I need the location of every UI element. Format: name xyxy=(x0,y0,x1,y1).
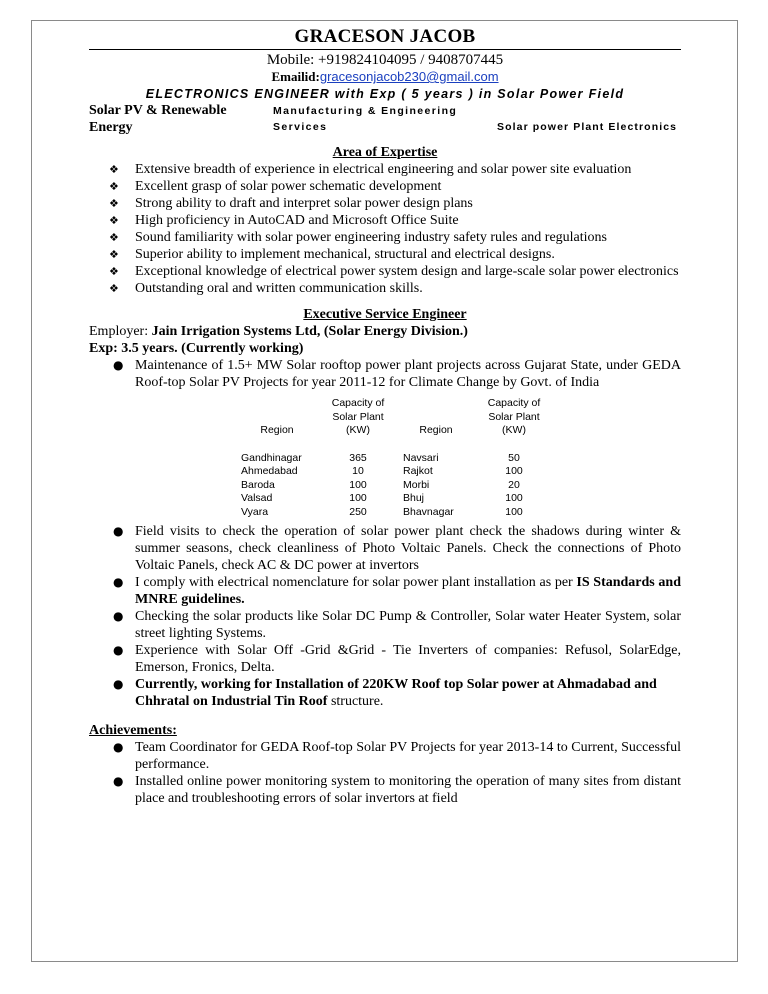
achievements-list xyxy=(89,739,681,807)
table-cell: 100 xyxy=(349,478,367,491)
table-row xyxy=(237,492,555,506)
table-cell: 100 xyxy=(349,492,367,504)
diamond-bullet-icon: ❖ xyxy=(109,197,119,210)
skill-manufacturing: Manufacturing & Engineering Services xyxy=(273,105,458,133)
list-item: ● Field visits to check the operation of solar power plant check the shadows during winter & summer seasons, check cleanliness of Photo Voltaic Panels. Check the connections of Photo Voltaic Panels, check AC & DC power at invertors xyxy=(113,524,681,573)
table-cell: 250 xyxy=(349,505,367,518)
list-item: ❖ Extensive breadth of experience in electrical engineering and solar power site evaluation xyxy=(109,162,632,177)
list-item: ● Currently, working for Installation of 220KW Roof top Solar power at Ahmadabad and Chhratal on Industrial Tin Roof structure. xyxy=(113,677,657,709)
employer-name: Jain Irrigation Systems Ltd, (Solar Energy Division.) xyxy=(151,324,468,339)
table-cell: 20 xyxy=(508,478,520,491)
expertise-title: Area of Expertise xyxy=(332,145,438,160)
bullet-icon: ● xyxy=(113,609,124,623)
diamond-bullet-icon: ❖ xyxy=(109,214,119,227)
table-cell: 100 xyxy=(505,505,523,518)
employer-line xyxy=(89,323,681,340)
resume-content xyxy=(89,26,681,807)
list-item: ❖ Exceptional knowledge of electrical power system design and large-scale solar power electronics xyxy=(109,264,679,279)
list-item: ● Team Coordinator for GEDA Roof-top Solar PV Projects for year 2013-14 to Current, Successful performance. xyxy=(113,740,681,772)
table-spacer xyxy=(237,438,555,452)
bullet-icon: ● xyxy=(113,575,124,589)
table-cell: 100 xyxy=(505,465,523,477)
list-item: ● I comply with electrical nomenclature for solar power plant installation as per IS Standards and MNRE guidelines. xyxy=(113,575,681,607)
list-item: ❖ Excellent grasp of solar power schematic development xyxy=(109,179,442,194)
table-row xyxy=(237,479,555,493)
table-cell: 365 xyxy=(349,451,367,464)
experience-list xyxy=(89,357,681,391)
table-cell: Gandhinagar xyxy=(241,451,302,464)
table-header-cell: Capacity of Solar Plant (KW) xyxy=(487,397,541,436)
bullet-icon: ● xyxy=(113,643,124,657)
table-row xyxy=(237,465,555,479)
table-cell: Vyara xyxy=(241,505,269,518)
table-cell: Navsari xyxy=(403,451,439,464)
skill-solar-pv: Solar PV & Renewable Energy xyxy=(89,103,227,135)
table-header-cell: Region xyxy=(419,424,453,436)
list-item: ● Maintenance of 1.5+ MW Solar rooftop power plant projects across Gujarat State, under GEDA Roof-top Solar PV Projects for year 2011-12 for Climate Change by Govt. of India xyxy=(113,358,681,390)
table-cell: Ahmedabad xyxy=(241,465,298,477)
diamond-bullet-icon: ❖ xyxy=(109,248,119,261)
email-link[interactable]: gracesonjacob230@gmail.com xyxy=(319,69,499,84)
bullet-icon: ● xyxy=(113,358,124,372)
bullet-icon: ● xyxy=(113,774,124,788)
list-item: ❖ Outstanding oral and written communication skills. xyxy=(109,281,423,296)
list-item: ❖ High proficiency in AutoCAD and Microsoft Office Suite xyxy=(109,213,459,228)
headline: ELECTRONICS ENGINEER with Exp ( 5 years ) in Solar Power Field xyxy=(145,87,625,101)
email-line xyxy=(89,69,681,85)
table-row xyxy=(237,452,555,466)
employer-label: Employer: xyxy=(89,324,152,339)
experience-duration: Exp: 3.5 years. (Currently working) xyxy=(89,341,304,356)
mobile-number: Mobile: +919824104095 / 9408707445 xyxy=(266,52,504,68)
skill-electronics: Solar power Plant Electronics xyxy=(497,121,678,133)
experience-list-continued xyxy=(89,523,681,710)
table-cell: 10 xyxy=(352,465,364,477)
list-item: ❖ Superior ability to implement mechanical, structural and electrical designs. xyxy=(109,247,555,262)
table-cell: Morbi xyxy=(403,478,430,491)
experience-title: Executive Service Engineer xyxy=(303,307,467,322)
diamond-bullet-icon: ❖ xyxy=(109,265,119,278)
bullet-icon: ● xyxy=(113,524,124,538)
list-item: ❖ Strong ability to draft and interpret solar power design plans xyxy=(109,196,473,211)
list-item: ● Checking the solar products like Solar DC Pump & Controller, Solar water Heater System, solar street lighting Systems. xyxy=(113,609,681,641)
expertise-list xyxy=(89,161,681,297)
table-cell: 100 xyxy=(505,492,523,504)
table-header-cell: Region xyxy=(260,424,294,436)
table-cell: Valsad xyxy=(241,492,273,504)
bullet-icon: ● xyxy=(113,677,124,691)
diamond-bullet-icon: ❖ xyxy=(109,180,119,193)
table-row xyxy=(237,506,555,520)
diamond-bullet-icon: ❖ xyxy=(109,231,119,244)
table-cell: Bhavnagar xyxy=(403,505,454,518)
header-rule xyxy=(89,49,681,50)
list-item: ❖ Sound familiarity with solar power engineering industry safety rules and regulations xyxy=(109,230,608,245)
achievements-title: Achievements: xyxy=(89,723,177,738)
region-capacity-table xyxy=(237,397,555,519)
skills-row xyxy=(89,102,681,138)
table-cell: 50 xyxy=(508,451,520,464)
list-item: ● Installed online power monitoring system to monitoring the operation of many sites from distant place and troubleshooting errors of solar invertors at field xyxy=(113,774,681,806)
email-label: Emailid: xyxy=(271,69,320,84)
table-cell: Baroda xyxy=(241,478,275,491)
list-item: ● Experience with Solar Off -Grid &Grid - Tie Inverters of companies: Refusol, SolarEdge, Emerson, Fronics, Delta. xyxy=(113,643,681,675)
table-header-row xyxy=(237,397,555,438)
candidate-name: GRACESON JACOB xyxy=(294,26,476,47)
table-cell: Bhuj xyxy=(403,492,425,504)
table-header-cell: Capacity of Solar Plant (KW) xyxy=(331,397,385,436)
diamond-bullet-icon: ❖ xyxy=(109,163,119,176)
diamond-bullet-icon: ❖ xyxy=(109,282,119,295)
table-cell: Rajkot xyxy=(403,465,433,477)
bullet-icon: ● xyxy=(113,740,124,754)
